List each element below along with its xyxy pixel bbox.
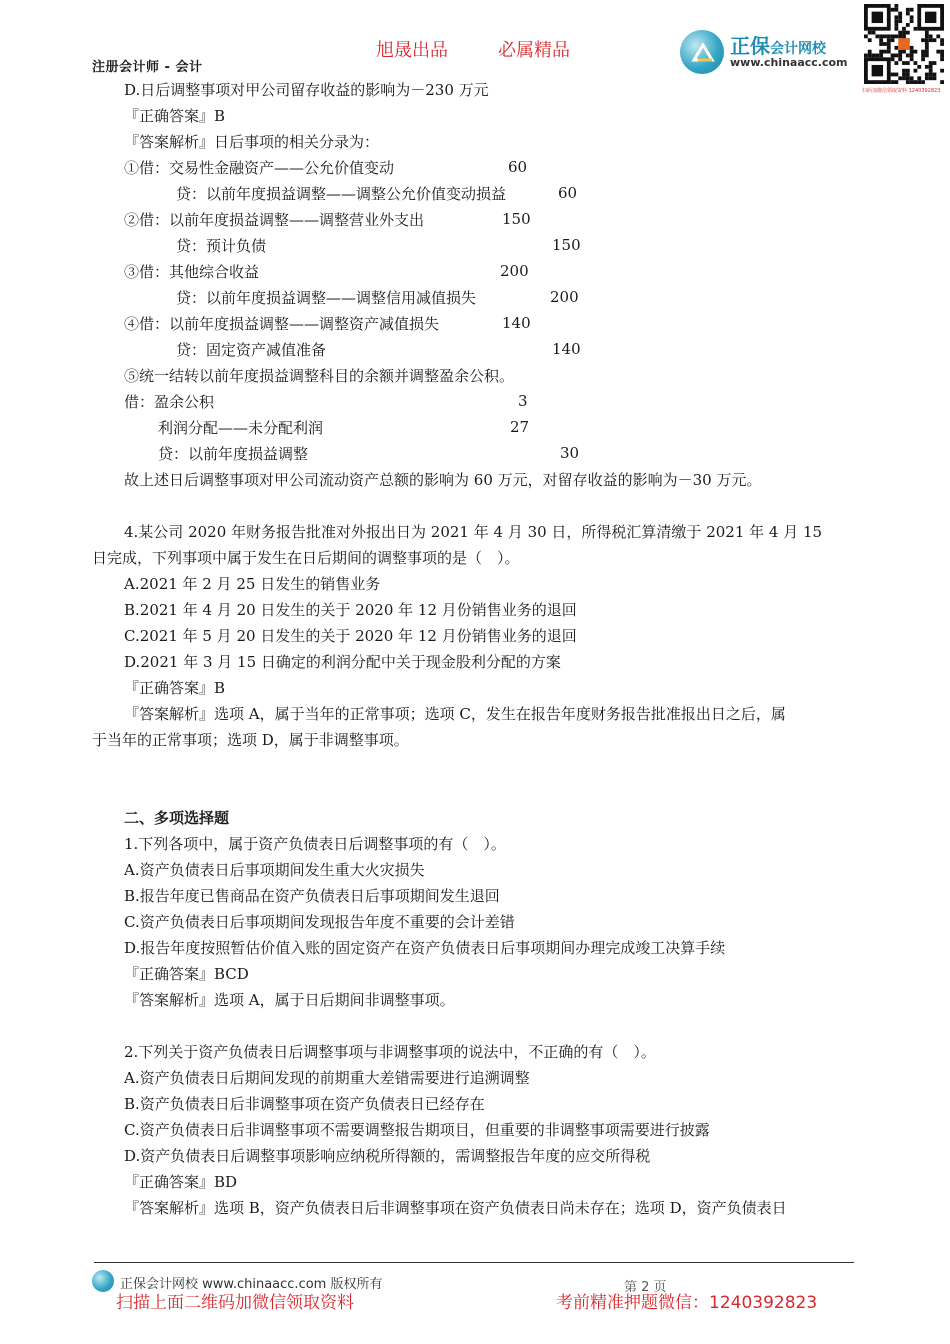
logo-name-suffix: 会计网校 <box>770 41 826 57</box>
text-line: 于当年的正常事项；选项 D，属于非调整事项。 <box>92 731 409 749</box>
entry-amount: 140 <box>552 340 581 358</box>
text-line: 『正确答案』B <box>124 107 226 125</box>
entry-amount: 30 <box>560 444 580 462</box>
course-title: 注册会计师 - 会计 <box>92 60 203 75</box>
text-line: 『正确答案』B <box>124 679 226 697</box>
text-line: 『答案解析』选项 B，资产负债表日后非调整事项在资产负债表日尚未存在；选项 D，资产负债表日 <box>124 1199 787 1217</box>
text-line: A.2021 年 2 月 25 日发生的销售业务 <box>124 575 381 593</box>
text-line: A.资产负债表日后事项期间发生重大火灾损失 <box>124 861 425 879</box>
text-line: B.资产负债表日后非调整事项在资产负债表日已经存在 <box>124 1095 485 1113</box>
text-line: ③借：其他综合收益 <box>124 263 260 281</box>
text-line: D.报告年度按照暂估价值入账的固定资产在资产负债表日后事项期间办理完成竣工决算手续 <box>124 939 726 957</box>
promo-right: 考前精准押题微信：1240392823 <box>556 1293 818 1313</box>
text-line: 『正确答案』BCD <box>124 965 249 983</box>
logo-name: 正保 <box>730 34 770 58</box>
text-line: D.资产负债表日后调整事项影响应纳税所得额的，需调整报告年度的应交所得税 <box>124 1147 651 1165</box>
text-line: ⑤统一结转以前年度损益调整科目的余额并调整盈余公积。 <box>124 367 515 385</box>
header-slogan-right: 必属精品 <box>498 40 570 61</box>
text-line: 日完成，下列事项中属于发生在日后期间的调整事项的是（ ）。 <box>92 549 520 567</box>
entry-amount: 150 <box>502 210 531 228</box>
qr-caption: 扫码加微信领取资料 1240392823 <box>862 88 941 94</box>
text-line: A.资产负债表日后期间发现的前期重大差错需要进行追溯调整 <box>124 1069 530 1087</box>
text-line: 贷：固定资产减值准备 <box>176 341 327 359</box>
promo-left: 扫描上面二维码加微信领取资料 <box>116 1293 354 1313</box>
footer-divider <box>94 1262 854 1263</box>
text-line: 『答案解析』选项 A，属于日后期间非调整事项。 <box>124 991 455 1009</box>
text-line: B.报告年度已售商品在资产负债表日后事项期间发生退回 <box>124 887 500 905</box>
text-line: 贷：以前年度损益调整——调整信用减值损失 <box>176 289 477 307</box>
entry-amount: 200 <box>500 262 529 280</box>
text-line: ①借：交易性金融资产——公允价值变动 <box>124 159 395 177</box>
text-line: 故上述日后调整事项对甲公司流动资产总额的影响为 60 万元，对留存收益的影响为－30 万元。 <box>124 471 762 489</box>
logo-emblem-icon <box>680 30 724 74</box>
text-line: C.2021 年 5 月 20 日发生的关于 2020 年 12 月份销售业务的退回 <box>124 627 577 645</box>
text-line: ④借：以前年度损益调整——调整资产减值损失 <box>124 315 440 333</box>
text-line: D.2021 年 3 月 15 日确定的利润分配中关于现金股利分配的方案 <box>124 653 561 671</box>
entry-amount: 60 <box>508 158 528 176</box>
text-line: 1.下列各项中，属于资产负债表日后调整事项的有（ ）。 <box>124 835 506 853</box>
text-line: 贷：以前年度损益调整——调整公允价值变动损益 <box>176 185 507 203</box>
text-line: 『答案解析』选项 A，属于当年的正常事项；选项 C，发生在报告年度财务报告批准报出日之后，属 <box>124 705 786 723</box>
entry-amount: 150 <box>552 236 581 254</box>
brand-logo[interactable] <box>680 28 860 78</box>
text-line: 利润分配——未分配利润 <box>158 419 324 437</box>
text-line: 『正确答案』BD <box>124 1173 238 1191</box>
text-line: ②借：以前年度损益调整——调整营业外支出 <box>124 211 425 229</box>
text-line: 二、多项选择题 <box>124 809 230 827</box>
text-line: 贷：预计负债 <box>176 237 267 255</box>
text-line: 借：盈余公积 <box>124 393 215 411</box>
entry-amount: 27 <box>510 418 530 436</box>
entry-amount: 60 <box>558 184 578 202</box>
text-line: C.资产负债表日后事项期间发现报告年度不重要的会计差错 <box>124 913 515 931</box>
entry-amount: 3 <box>518 392 528 410</box>
footer-copyright: 正保会计网校 www.chinaacc.com 版权所有 <box>120 1277 383 1292</box>
qr-code-icon <box>864 4 944 84</box>
text-line: C.资产负债表日后非调整事项不需要调整报告期项目，但重要的非调整事项需要进行披露 <box>124 1121 710 1139</box>
entry-amount: 200 <box>550 288 579 306</box>
text-line: 贷：以前年度损益调整 <box>158 445 309 463</box>
footer-logo-icon <box>92 1270 114 1292</box>
text-line: 『答案解析』日后事项的相关分录为： <box>124 133 380 151</box>
text-line: D.日后调整事项对甲公司留存收益的影响为－230 万元 <box>124 81 489 99</box>
text-line: B.2021 年 4 月 20 日发生的关于 2020 年 12 月份销售业务的退回 <box>124 601 577 619</box>
page-number: 第 2 页 <box>624 1280 667 1295</box>
entry-amount: 140 <box>502 314 531 332</box>
text-line: 2.下列关于资产负债表日后调整事项与非调整事项的说法中，不正确的有（ ）。 <box>124 1043 656 1061</box>
text-line: 4.某公司 2020 年财务报告批准对外报出日为 2021 年 4 月 30 日，所得税汇算清缴于 2021 年 4 月 15 <box>124 523 823 541</box>
logo-url: www.chinaacc.com <box>730 56 848 69</box>
header-slogan-left: 旭晟出品 <box>376 40 448 61</box>
